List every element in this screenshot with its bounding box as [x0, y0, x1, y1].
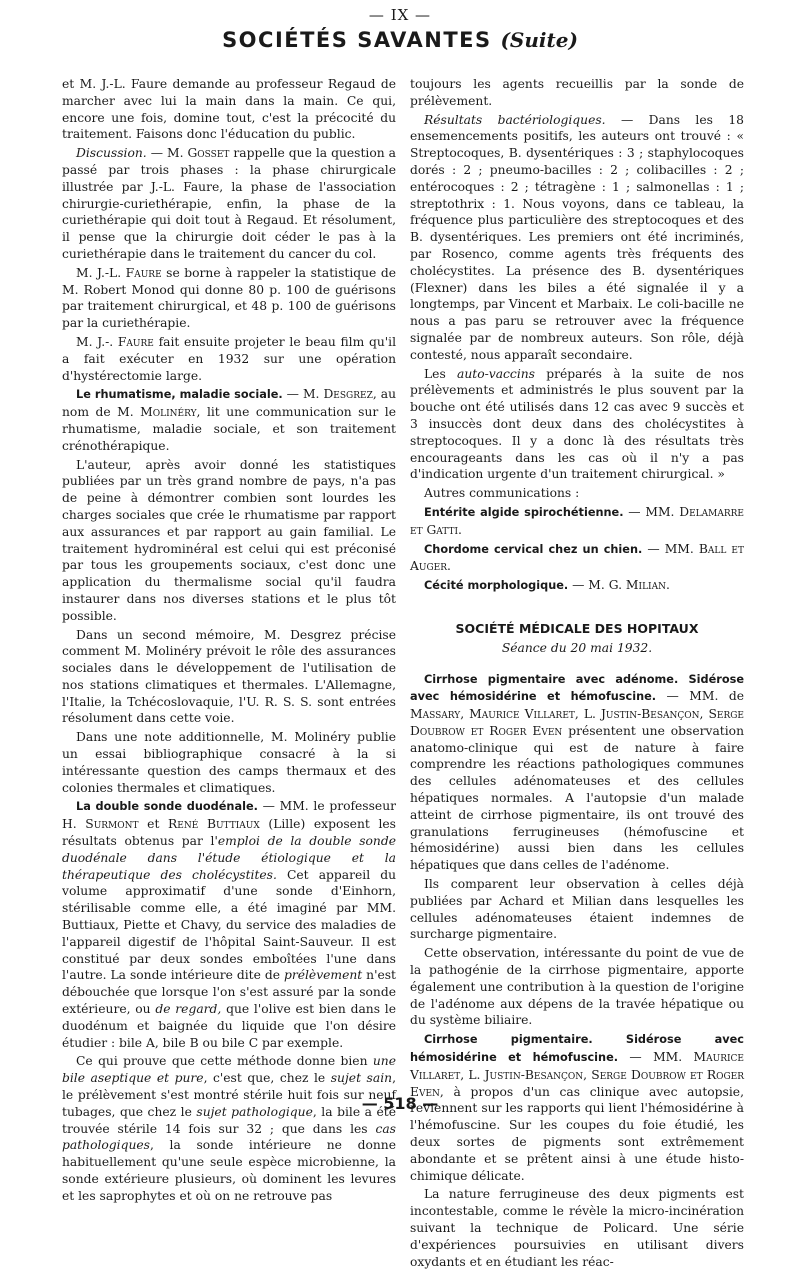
paragraph: Ils comparent leur observation à celles déjà publiées par Achard et Milian dans lesquelles les cellules adénomateuses étaient indemnes de surcharge pigmentaire. [410, 877, 744, 942]
page-title [0, 28, 800, 52]
section-title: SOCIÉTÉ MÉDICALE DES HOPITAUX [455, 620, 699, 636]
page-title-suite: (Suite) [500, 28, 578, 52]
header-roman-page-number: — IX — [368, 6, 432, 24]
paragraph: Résultats bactériologiques. — Dans les 18 ensemencements positifs, les auteurs ont trouvé : « Streptocoques, B. dysentériques : 3 ; staphylocoques dorés : 2 ; pneumo-bacilles : 2 ; colibacilles : 2 ; entérocoques : 2 ; tétragène : 1 ; salmonellas : 1 ; streptothrix : 1. Nous voyons, dans ce tableau, la fréquence plus particulière des streptocoques et des B. dysentériques. Les premiers ont été incriminés, par Rosenco, comme agents très fréquents des cholécystites. La présence des B. dysentériques (Flexner) dans les biles a été signalée il y a longtemps, par Vincent et Marbaix. Le coli-bacille ne nous a pas paru se retrouver avec la fréquence signalée par de nombreux auteurs. Son rôle, déjà contesté, nous apparaît secondaire. [410, 112, 744, 362]
section-date: Séance du 20 mai 1932. [501, 640, 653, 655]
paragraph: Cirrhose pigmentaire avec adénome. Sidérose avec hémosidérine et hémofuscine. — MM. de Massary, Maurice Villaret, L. Justin-Besançon, Serge Doubrow et Roger Even présentent une observation anatomo-clinique qui est de nature à faire comprendre les réactions pathologiques communes des cellules adénomateuses et des cellules hépatiques normales. A l'autopsie d'un malade atteint de cirrhose pigmentaire, ils ont trouvé des granulations ferrugineuses (hémofuscine et hémosidérine) aussi bien dans les cellules hépatiques que dans celles de l'adénome. [410, 672, 744, 873]
paragraph: L'auteur, après avoir donné les statistiques publiées par un très grand nombre de pays, n'a pas de peine à démontrer combien sont lourdes les charges sociales que crée le rhumatisme par rapport aux assurances et par rapport au gain familial. Le traitement hydrominéral est celui qui est préconisé par tous les groupements sociaux, c'est donc une application du thermalisme social qu'il faudra instaurer dans nos diverses stations et le plus tôt possible. [62, 457, 396, 623]
paragraph: Cécité morphologique. — M. G. Milian. [424, 578, 670, 593]
paragraph: Discussion. — M. Gosset rappelle que la question a passé par trois phases : la phase chirurgicale illustrée par J.-L. Faure, la phase de l'association chirurgie-curiethérapie, enfin, la phase de la curiethérapie qui doit tout à Regaud. Et résolument, il pense que la chirurgie doit céder le pas à la curiethérapie dans le traitement du cancer du col. [62, 146, 396, 261]
section-heading: Cirrhose pigmentaire avec adénome. Sidérose avec hémosidérine et hémofuscine. [410, 672, 744, 704]
paragraph: Autres communications : [424, 486, 580, 501]
paragraph: Les auto-vaccins préparés à la suite de nos prélèvements et administrés le plus souvent par la bouche ont été utilisés dans 12 cas avec 9 succès et 3 insuccès dont deux dans des cholécystites à streptocoques. Il y a donc là des résultats très encourageants dans les cas où il n'y a pas d'indication urgente d'un traitement chirurgical. » [410, 366, 744, 482]
paragraph: Cette observation, intéressante du point de vue de la pathogénie de la cirrhose pigmentaire, apporte également une contribution à la question de l'origine de l'adénome aux dépens de la travée hépatique ou du système biliaire. [410, 946, 744, 1028]
communication-heading: Chordome cervical chez un chien. [424, 542, 643, 556]
paragraph: et M. J.-L. Faure demande au professeur Regaud de marcher avec lui la main dans la main. Ce qui, encore une fois, domine tout, c'est la précocité du traitement. Faisons donc l'éducation du public. [62, 77, 396, 142]
paragraph: La double sonde duodénale. — MM. le professeur H. Surmont et René Buttiaux (Lille) exposent les résultats obtenus par l'emploi de la double sonde duodénale dans l'étude étiologique et la thérapeutique des cholécystites. Cet appareil du volume approximatif d'une sonde d'Einhorn, stérilisable comme elle, a été imaginé par MM. Buttiaux, Piette et Chavy, du service des maladies de l'appareil digestif de l'hôpital Saint-Sauveur. Il est constitué par deux sondes emboîtées l'une dans l'autre. La sonde intérieure dite de prélèvement n'est débouchée que lorsque l'on s'est assuré par la sonde extérieure, ou de regard, que l'olive est bien dans le duodénum et baignée du liquide que l'on désire étudier : bile A, bile B ou bile C par exemple. [62, 799, 397, 1050]
paragraph: Entérite algide spirochétienne. — MM. Delamarre et Gatti. [410, 504, 744, 537]
paragraph: Dans une note additionnelle, M. Molinéry publie un essai bibliographique consacré à la si intéressante question des camps thermaux et des colonies thermales et climatiques. [62, 730, 396, 795]
left-column [62, 76, 396, 1207]
paragraph: Chordome cervical chez un chien. — MM. Ball et Auger. [410, 541, 744, 574]
paragraph: Le rhumatisme, maladie sociale. — M. Desgrez, au nom de M. Molinéry, lit une communication sur le rhumatisme, maladie sociale, et son traitement crénothérapique. [62, 387, 396, 453]
communication-heading: Cécité morphologique. [424, 579, 569, 593]
page-title-main: SOCIÉTÉS SAVANTES [222, 28, 492, 52]
section-heading: La double sonde duodénale. [76, 800, 258, 814]
section-heading: Le rhumatisme, maladie sociale. [76, 388, 283, 402]
section-heading: Cirrhose pigmentaire. Sidérose avec hémosidérine et hémofuscine. [410, 1033, 744, 1065]
paragraph: M. J.-L. Faure se borne à rappeler la statistique de M. Robert Monod qui donne 80 p. 100 de guérisons par traitement chirurgical, et 48 p. 100 de guérisons par la curiethérapie. [62, 265, 397, 331]
paragraph: Dans un second mémoire, M. Desgrez précise comment M. Molinéry prévoit le rôle des assurances sociales dans le développement de l'utilisation de nos stations climatiques et thermales. L'Allemagne, l'Italie, la Tchécoslovaquie, l'U. R. S. S. sont entrées résolument dans cette voie. [62, 627, 396, 726]
paragraph: Ce qui prouve que cette méthode donne bien une bile aseptique et pure, c'est que, chez le sujet sain, le prélèvement s'est montré stérile huit fois sur neuf tubages, que chez le sujet pathologique, la bile a été trouvée stérile 14 fois sur 32 ; que dans les cas pathologiques, la sonde intérieure ne donne habituellement qu'une seule espèce microbienne, la sonde extérieure plusieurs, où dominent les levures et les saprophytes et où on ne retrouve pas [62, 1054, 396, 1203]
paragraph: Cirrhose pigmentaire. Sidérose avec hémosidérine et hémofuscine. — MM. Maurice Villaret, L. Justin-Besançon, Serge Doubrow et Roger Even, à propos d'un cas clinique avec autopsie, reviennent sur les rapports qui lient l'hémosidérine à l'hémofuscine. Sur les coupes du foie étudié, les deux sortes de pigments sont extrêmement abondante et se prêtent ainsi à une étude histo-chimique délicate. [410, 1033, 744, 1183]
communication-heading: Entérite algide spirochétienne. [424, 505, 624, 519]
right-column [410, 76, 744, 1272]
paragraph: La nature ferrugineuse des deux pigments est incontestable, comme le révèle la micro-incinération suivant la technique de Policard. Une série d'expériences poursuivies en utilisant divers oxydants et en étudiant les réac- [410, 1187, 744, 1269]
paragraph: M. J.-. Faure fait ensuite projeter le beau film qu'il a fait exécuter en 1932 sur une opération d'hystérectomie large. [62, 334, 397, 383]
paragraph: toujours les agents recueillis par la sonde de prélèvement. [410, 77, 744, 108]
page-number: — 518 — [361, 1094, 439, 1113]
